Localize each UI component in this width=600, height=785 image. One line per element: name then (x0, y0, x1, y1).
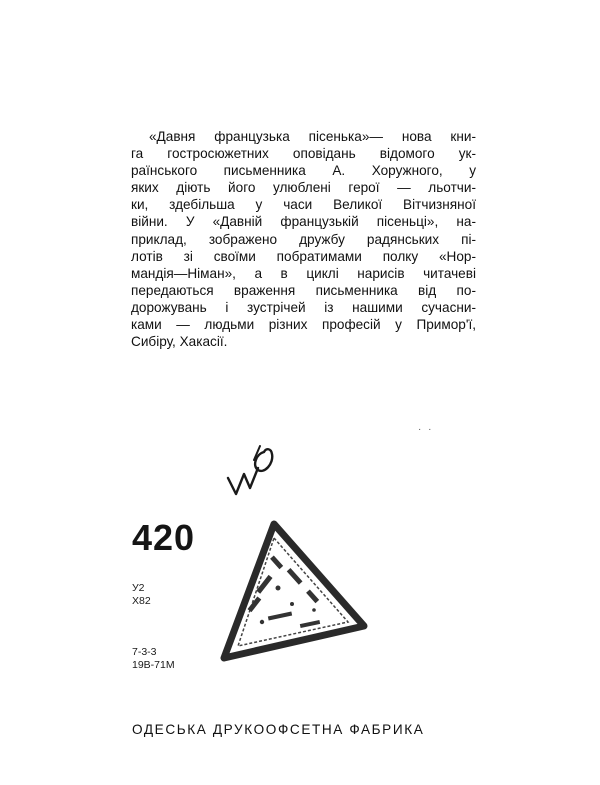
price-mark: 420 (132, 517, 196, 558)
handwritten-mark (224, 438, 280, 496)
annotation-line: дорожувань і зустрічей із нашими сучасни- (131, 299, 476, 315)
order-code-line: 19В-71М (132, 658, 175, 671)
annotation-line: лотів зі своїми побратимами полку «Нор- (131, 248, 476, 264)
annotation-line: війни. У «Давній французькій пісеньці», на- (131, 214, 476, 230)
annotation-line: приклад, зображено дружбу радянських пі- (131, 231, 476, 247)
order-codes (132, 646, 175, 671)
publisher-name: ОДЕСЬКА ДРУКООФСЕТНА ФАБРИКА (132, 722, 425, 737)
annotation-line: «Давня французька пісенька»— нова кни- (149, 129, 476, 144)
ink-speck: · · (418, 424, 434, 435)
annotation-line: раїнського письменника А. Хоружного, у (131, 163, 476, 179)
annotation-line: яких діють його улюблені герої — льотчи- (131, 180, 476, 196)
classification-codes (132, 582, 151, 607)
annotation-line: ки, здебільша у часи Великої Вітчизняної (131, 197, 476, 213)
annotation-line: Сибіру, Хакасії. (131, 334, 228, 350)
annotation-line: га гостросюжетних оповідань відомого ук- (131, 146, 476, 162)
classification-line: У2 (132, 582, 145, 594)
annotation-line: мандія—Німан», а в циклі нарисів читачеві (131, 265, 476, 281)
triangular-stamp (218, 518, 368, 666)
order-code-line: 7-3-3 (132, 646, 157, 658)
book-annotation (131, 128, 476, 350)
classification-line: Х82 (132, 594, 151, 607)
annotation-line: ками — людьми різних професій у Примор'ї, (131, 317, 476, 333)
annotation-line: передаються враження письменника від по- (131, 282, 476, 298)
